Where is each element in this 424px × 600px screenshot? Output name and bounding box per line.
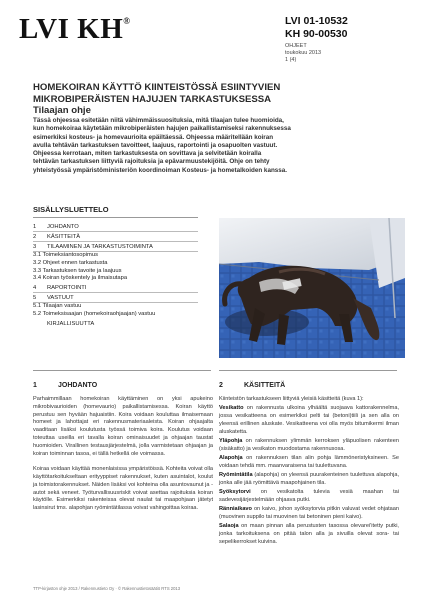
section2-heading: 2 KÄSITTEITÄ — [219, 382, 286, 389]
doc-date: toukokuu 2013 — [285, 50, 322, 56]
term-text: on kaivo, johon syöksytorvia pitkin valuvat vedet ohjataan (muovinen suppilo tai muovinen tai betoninen pieni kaivo). — [219, 506, 399, 521]
term-name: Syöksytorvi — [219, 489, 251, 496]
term-definition — [219, 405, 399, 436]
toc-item-number — [33, 319, 47, 329]
toc-item-label: KIRJALLISUUTTA — [47, 320, 95, 327]
term-definition — [219, 438, 399, 454]
term-name: Yläpohja — [219, 437, 243, 444]
term-definition — [219, 506, 399, 522]
toc-item-label: 3.4 Koiran työskentely ja ilmaisutapa — [33, 275, 128, 282]
section1-divider — [33, 370, 211, 371]
term-text: (alapohja) on yleensä puurakenteinen tuulettuva alapohja, jonka alle jää ryömittävä maapohjainen tila. — [219, 472, 399, 486]
page-count: 1 (4) — [285, 57, 297, 63]
term-text: on rakennuksen ylimmän kerroksen yläpuolisen rakenteen (sisäkatto) ja vesikaton muodostama rakennusosa. — [219, 437, 399, 452]
term-definition — [219, 472, 399, 488]
document-meta — [285, 43, 321, 64]
toc-divider — [33, 217, 198, 218]
table-of-contents — [33, 222, 198, 329]
term-definition — [219, 455, 399, 471]
dog-inspection-photo — [219, 218, 405, 358]
toc-item-label: 5.1 Tilaajan vastuu — [33, 303, 82, 310]
lvi-kh-logo: LVI KH® — [19, 13, 131, 45]
doc-type: OHJEET — [285, 43, 307, 49]
toc-item — [33, 252, 198, 260]
toc-item-number: 1 — [33, 224, 37, 230]
toc-item — [33, 319, 198, 329]
toc-item-number: 5 — [33, 295, 37, 302]
toc-item-label: KÄSITTEITÄ — [47, 234, 81, 240]
term-text: on rakennusta ulkoina ylhäältä suojaava kattorakennelma, jossa vesikatteena on esimerkiksi pelti tai (betoni)tiili ja sen alla on yleensä erillinen aluskate. Vesikatteena voi olla myös bitumikermi ilman aluskatetta. — [219, 405, 399, 435]
section1-paragraph: Parhaimmillaan homekoiran käyttäminen on yksi apukeino mikrobivaurioiden (homevaurio) paikallistamisessa. Koiran käyttö perustuu sen hyvään hajuaistiin. Koira voidaan kouluttaa ilmaisemaan homeet ja lahottajat eri rakennusmateriaaleista. Koiran ohjaajalta vaaditaan lisäksi koulutusta työssä toimiva koira. Koulutus voidaan toteuttaa useilla eri tavalla koiran ominaisuudet ja ohjaajan taustat huomioiden. Virallinen testausjärjestelmä, jolla varmistetaan ohjaajan ja koiran toiminnan tasoa, ei tällä hetkellä ole voimassa. — [33, 396, 213, 457]
term-name: Salaoja — [219, 523, 239, 530]
toc-item — [33, 311, 198, 319]
section1-heading: 1 JOHDANTO — [33, 382, 98, 389]
toc-item-label: 3.2 Ohjeet ennen tarkastusta — [33, 259, 108, 266]
toc-item — [33, 283, 198, 293]
term-definition — [219, 489, 399, 505]
dog-sniffing-floor-image — [219, 218, 405, 358]
toc-item-number: 3 — [33, 244, 37, 250]
page-footer: TTP-kirjaston ohje 2013 / Rakennustieto Oy · © Rakennustietosäätiö RTS 2013 — [33, 586, 181, 591]
lvi-code: LVI 01-10532 — [285, 15, 348, 27]
term-text: on vesikatolta tulevia vesiä maahan tai sadevesijärjestelmään ohjaava putki. — [219, 489, 399, 504]
toc-item-label: RAPORTOINTI — [47, 285, 87, 292]
term-text: on rakennuksen tilan alin pohja lämmöneristyksineen. Se voidaan tehdä mm. maanvaraisena tai tuulettuvana. — [219, 455, 399, 469]
intro-paragraph: Tässä ohjeessa esitetään niitä vähimmäissuosituksia, mitä tilaajan tulee huomioida, kun homekoiraa käytetään mikrobiperäisten hajujen paikallistamiseksi rakennuksessa esimerkiksi kosteus- ja homevaurioita epäiltäessä. Ohjeessa määritellään koiran avulla tehtävän tarkastuksen tavoitteet, laajuus, raportointi ja osapuolten vastuut. Ohjeessa kerrotaan, miten tarkastuksesta on sovittava ja selvitetään koiralla tehtävän tarkastuksen liittyviä rajoituksia ja epävarmuustekijöitä. Ohje on tehty yhteistyössä ympäristöministeriön koordinoiman Kosteus- ja hometalkoiden kanssa. — [33, 117, 291, 174]
term-name: Ränniaikavo — [219, 506, 252, 513]
toc-item-label: JOHDANTO — [47, 224, 79, 230]
section2-text — [219, 396, 399, 547]
toc-item — [33, 275, 198, 283]
page-title: HOMEKOIRAN KÄYTTÖ KIINTEISTÖSSÄ ESIINTYVIEN MIKROBIPERÄISTEN HAJUJEN TARKASTUKSESSA — [33, 82, 281, 105]
toc-item — [33, 260, 198, 268]
kh-code: KH 90-00530 — [285, 28, 348, 40]
section1-paragraph: Koiraa voidaan käyttää monenlaisissa ympäristöissä. Kohteita voivat olla käyttötarkoitukseltaan erityyppiset rakennukset, kuten asuintalot, koulut ja toimistorakennukset. Näiden lisäksi voi kohteina olla asuntovaunut ja -autot sekä veneet. Työturvallisuusriskit voivat asettaa rajoituksia koiran käytölle. Esimerkiksi rakenteissa olevat naulat tai maapohjaan jätetyt lasinsirut tms. alapohjan ryömintätilassa voivat vahingoittaa koiraa. — [33, 466, 213, 512]
term-name: Alapohja — [219, 455, 243, 462]
toc-item — [33, 222, 198, 232]
section2-intro: Kiinteistön tarkastukseen liittyviä yleisiä käsitteitä (kuva 1): — [219, 396, 364, 402]
toc-item-label: VASTUUT — [47, 295, 74, 302]
toc-item-label: 3.1 Toimeksiantosopimus — [33, 252, 98, 258]
toc-item — [33, 293, 198, 303]
document-codes — [285, 15, 348, 41]
toc-item-label: 3.3 Tarkastuksen tavoite ja laajuus — [33, 267, 122, 274]
toc-item-number: 4 — [33, 285, 37, 292]
page-subtitle: Tilaajan ohje — [33, 105, 91, 116]
toc-item-label: 5.2 Toimeksisaajan (homekoiraohjaajan) vastuu — [33, 310, 156, 317]
toc-item — [33, 303, 198, 311]
term-name: Ryömintätila — [219, 472, 253, 479]
section1-text — [33, 396, 213, 513]
term-text: on maan pinnan alla perustusten tasossa olevarei'itetty putki, jonka tarkoituksena on pitää talon alla ja sivuilla olevat sora- tai sepelikerrokset kuivina. — [219, 523, 399, 546]
toc-item — [33, 242, 198, 252]
section2-divider — [219, 370, 397, 371]
toc-item — [33, 232, 198, 242]
term-name: Vesikatto — [219, 405, 244, 412]
toc-item-label: TILAAMINEN JA TARKASTUSTOIMINTA — [47, 244, 153, 250]
term-definition — [219, 523, 399, 546]
toc-title: SISÄLLYSLUETTELO — [33, 205, 109, 214]
toc-item-number: 2 — [33, 234, 37, 240]
toc-item — [33, 268, 198, 276]
